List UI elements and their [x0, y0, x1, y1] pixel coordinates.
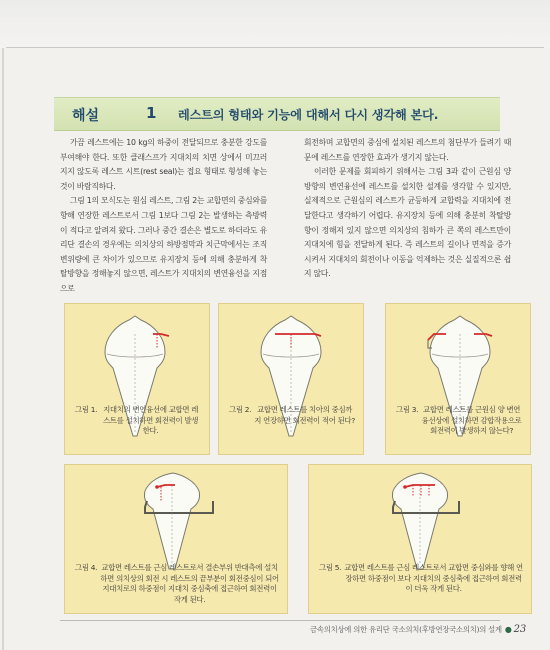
figure-1-caption — [75, 405, 201, 437]
body-paragraph: 그림 1의 모식도는 원심 레스트, 그림 2는 교합면의 중심와를 향해 연장한 레스트로서 그림 1보다 그림 2는 발생하는 측방력이 적다고 알려져 왔다. 그러나 중간 결손은 별도로 하더라도 유리단 결손의 경우에는 의치상의 하방점막과 치근막에서는 조직변위량에 큰 차이가 있으므로 유지장치 등에 의해 충분하게 착탈방향을 정해놓지 않으면, 레스트가 지대치의 변연융선을 지점으로 — [60, 196, 267, 293]
section-label: 해설 — [72, 108, 100, 124]
figure-caption-text: 교합면 레스트를 근원심 양 변연융선상에 설치하면 감합작용으로 회전력이 발생하지 않는다? — [421, 405, 522, 436]
figure-number: 그림 3. — [396, 405, 419, 414]
section-number: 1 — [146, 104, 157, 122]
section-heading-bar — [54, 97, 500, 131]
body-paragraph: 이러한 문제를 회피하기 위해서는 그림 3과 같이 근원심 양방향의 변연융선에 레스트를 설치한 설계를 생각할 수 있지만, 실제적으로 근원심의 레스트가 균등하게 교합력을 지대치에 전달한다고 생각하기 어렵다. 유지장치 등에 의해 충분히 착탈방향이 정해져 있지 않으면 의치상의 침하가 큰 쪽의 레스트만이 지대치에 힘을 전달하게 된다. 즉 레스트의 길이나 면적을 증가시켜서 지대치의 회전이나 이동을 억제하는 것은 실질적으론 쉽지 않다. — [304, 167, 511, 279]
figure-3-panel — [385, 303, 531, 455]
figure-3-caption — [396, 405, 522, 437]
figure-caption-text: 지대치의 변연융선에 교합면 레스트를 설치하면 회전력이 발생한다. — [103, 405, 199, 436]
figure-5-caption — [319, 563, 523, 595]
figure-2-panel — [218, 303, 364, 455]
figure-number: 그림 1. — [75, 405, 98, 414]
body-column-right — [304, 136, 511, 282]
figure-caption-text: 교합면 레스트를 근심 레스트로서 교합면 중심와를 향해 연장하면 하중점이 보다 지대치의 중심축에 접근하여 회전력이 더욱 작게 된다. — [344, 563, 523, 594]
figure-5-panel — [308, 464, 532, 614]
figure-caption-text: 교합면 레스트를 치아의 중심까지 연장하면 회전력이 적어 된다? — [254, 405, 355, 425]
body-paragraph: 회전하며 교합면의 중심에 설치된 레스트의 첨단부가 들려기 때문에 레스트를 연장한 효과가 생기지 않는다. — [304, 138, 511, 162]
figure-caption-text: 교합면 레스트를 근심 레스트로서 결손부위 반대측에 설치하면 의치상의 회전 시 레스트의 끝부분이 회전중심이 되어 지대치로의 하중점이 지대치 중심축에 접근하여 회전력이 작게 된다. — [100, 563, 279, 604]
bullet-icon: ● — [504, 625, 512, 634]
figure-2-tooth-diagram — [219, 304, 363, 454]
figure-4-panel — [64, 464, 288, 614]
page-footer — [310, 624, 526, 635]
figure-4-caption — [75, 563, 279, 605]
top-margin-band — [0, 0, 550, 48]
figure-2-caption — [229, 405, 355, 426]
figure-number: 그림 5. — [319, 563, 342, 572]
body-column-left — [60, 136, 267, 297]
figure-number: 그림 4. — [75, 563, 98, 572]
page-number: 23 — [513, 624, 526, 635]
running-title: 금속의치상에 의한 유리단 국소의치(후방연장국소의치)의 설계 — [310, 625, 502, 634]
section-title: 레스트의 형태와 기능에 대해서 다시 생각해 본다. — [178, 108, 439, 122]
page-edge — [2, 48, 4, 650]
figure-1-panel — [64, 303, 210, 455]
top-rule — [6, 47, 544, 48]
footer-rule — [60, 620, 500, 621]
figure-number: 그림 2. — [229, 405, 252, 414]
body-paragraph: 가끔 레스트에는 10 kg의 하중이 전달되므로 충분한 강도를 부여해야 한다. 또한 클래스프가 지대치의 치면 상에서 미끄러지지 않도록 레스트 시트(rest seal)는 접요 형태로 형성해 놓는 것이 바람직하다. — [60, 138, 267, 191]
